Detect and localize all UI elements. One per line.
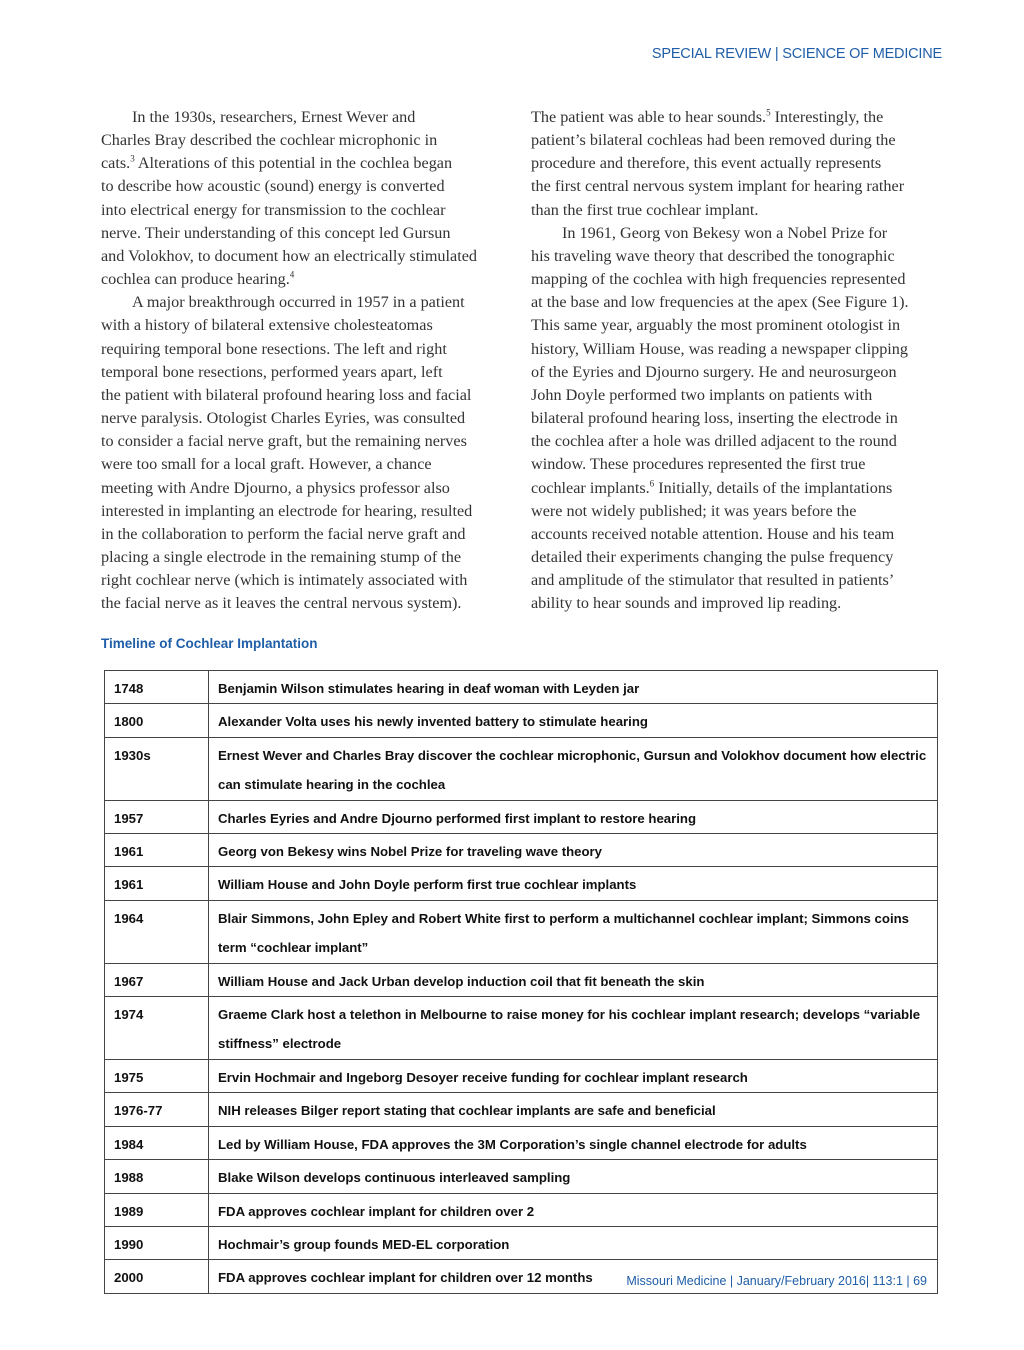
paragraph-1930s: In the 1930s, researchers, Ernest Wever and Charles Bray described the cochlear microphonic in cats.$^3$ Alterations of this potential in the cochlea began to describe how acoustic (sound) energy is converted into electrical energy for transmission to the cochlear nerve. Their understanding of this concept led Gursun and Volokhov, to document how an electrically stimulated cochlea can produce hearing.$^4$ [101,108,477,289]
timeline-year: 1984 [105,1126,209,1159]
timeline-event: William House and Jack Urban develop induction coil that fit beneath the skin [209,963,938,996]
table-row [105,1126,938,1159]
right-text-column [531,106,941,615]
timeline-event: Charles Eyries and Andre Djourno performed first implant to restore hearing [209,800,938,833]
timeline-year: 1930s [105,737,209,800]
timeline-event: FDA approves cochlear implant for children over 2 [209,1193,938,1226]
timeline-year: 1748 [105,671,209,704]
table-row [105,1226,938,1259]
timeline-year: 1976-77 [105,1093,209,1126]
timeline-event: Led by William House, FDA approves the 3M Corporation’s single channel electrode for adults [209,1126,938,1159]
running-header: SPECIAL REVIEW | SCIENCE OF MEDICINE [651,46,942,62]
timeline-year: 1964 [105,900,209,963]
timeline-year: 1967 [105,963,209,996]
table-row [105,704,938,737]
table-row [105,997,938,1060]
timeline-year: 1988 [105,1160,209,1193]
table-row [105,1059,938,1092]
timeline-year: 1961 [105,867,209,900]
table-row [105,737,938,800]
timeline-body [105,671,938,1294]
timeline-table [104,670,938,1294]
timeline-year: 1974 [105,997,209,1060]
paragraph-patient: The patient was able to hear sounds.$^5$ Interestingly, the patient’s bilateral cochleas had been removed during the procedure and therefore, this event actually represents the first central nervous system implant for hearing rather than the first true cochlear implant. [531,107,905,219]
paragraph-1961: In 1961, Georg von Bekesy won a Nobel Prize for his traveling wave theory that described the tonographic mapping of the cochlea with high frequencies represented at the base and low frequencies at the apex (See Figure 1). This same year, arguably the most prominent otologist in history, William House, was reading a newspaper clipping of the Eyries and Djourno surgery. He and neurosurgeon John Doyle performed two implants on patients with bilateral profound hearing loss, inserting the electrode in the cochlea after a hole was drilled adjacent to the round window. These procedures represented the first true cochlear implants.$^6$ Initially, details of the implantations were not widely published; it was years before the accounts received notable attention. House and his team detailed their experiments changing the pulse frequency and amplitude of the stimulator that resulted in patients’ ability to hear sounds and improved lip reading. [531,223,909,613]
timeline-event: Blake Wilson develops continuous interleaved sampling [209,1160,938,1193]
table-row [105,867,938,900]
table-row [105,834,938,867]
timeline-title: Timeline of Cochlear Implantation [101,636,318,651]
timeline-event: NIH releases Bilger report stating that cochlear implants are safe and beneficial [209,1093,938,1126]
citation-3: 3 [130,153,135,164]
paragraph-1957: A major breakthrough occurred in 1957 in a patient with a history of bilateral extensive cholesteatomas requiring temporal bone resections. The left and right temporal bone resections, performed years apart, left the patient with bilateral profound hearing loss and facial nerve paralysis. Otologist Charles Eyries, was consulted to consider a facial nerve graft, but the remaining nerves were too small for a local graft. However, a chance meeting with Andre Djourno, a physics professor also interested in implanting an electrode for hearing, resulted in the collaboration to perform the facial nerve graft and placing a single electrode in the remaining stump of the right cochlear nerve (which is intimately associated with the facial nerve as it leaves the central nervous system). [101,293,473,613]
timeline-event: Hochmair’s group founds MED-EL corporation [209,1226,938,1259]
timeline-year: 2000 [105,1260,209,1293]
table-row [105,671,938,704]
timeline-event: Alexander Volta uses his newly invented battery to stimulate hearing [209,704,938,737]
table-row [105,1160,938,1193]
citation-6: 6 [649,478,655,489]
table-row [105,1093,938,1126]
timeline-event: Graeme Clark host a telethon in Melbourne to raise money for his cochlear implant research; develops “variable stiffness” electrode [209,997,938,1060]
timeline-year: 1975 [105,1059,209,1092]
table-row [105,800,938,833]
citation-4: 4 [289,269,295,280]
timeline-event: Ervin Hochmair and Ingeborg Desoyer receive funding for cochlear implant research [209,1059,938,1092]
timeline-event: Ernest Wever and Charles Bray discover the cochlear microphonic, Gursun and Volokhov document how electric can stimulate hearing in the cochlea [209,737,938,800]
timeline-event: William House and John Doyle perform first true cochlear implants [209,867,938,900]
timeline-event: Benjamin Wilson stimulates hearing in deaf woman with Leyden jar [209,671,938,704]
timeline-year: 1989 [105,1193,209,1226]
timeline-year: 1961 [105,834,209,867]
table-row [105,1193,938,1226]
left-text-column [101,106,509,615]
timeline-event: Georg von Bekesy wins Nobel Prize for traveling wave theory [209,834,938,867]
citation-5: 5 [766,107,771,118]
timeline-year: 1800 [105,704,209,737]
timeline-event: FDA approves cochlear implant for children over 12 months [209,1260,938,1293]
table-row [105,963,938,996]
timeline-year: 1957 [105,800,209,833]
timeline-event: Blair Simmons, John Epley and Robert White first to perform a multichannel cochlear implant; Simmons coins term “cochlear implant” [209,900,938,963]
table-row [105,900,938,963]
timeline-year: 1990 [105,1226,209,1259]
page-footer: Missouri Medicine | January/February 2016| 113:1 | 69 [626,1274,927,1288]
